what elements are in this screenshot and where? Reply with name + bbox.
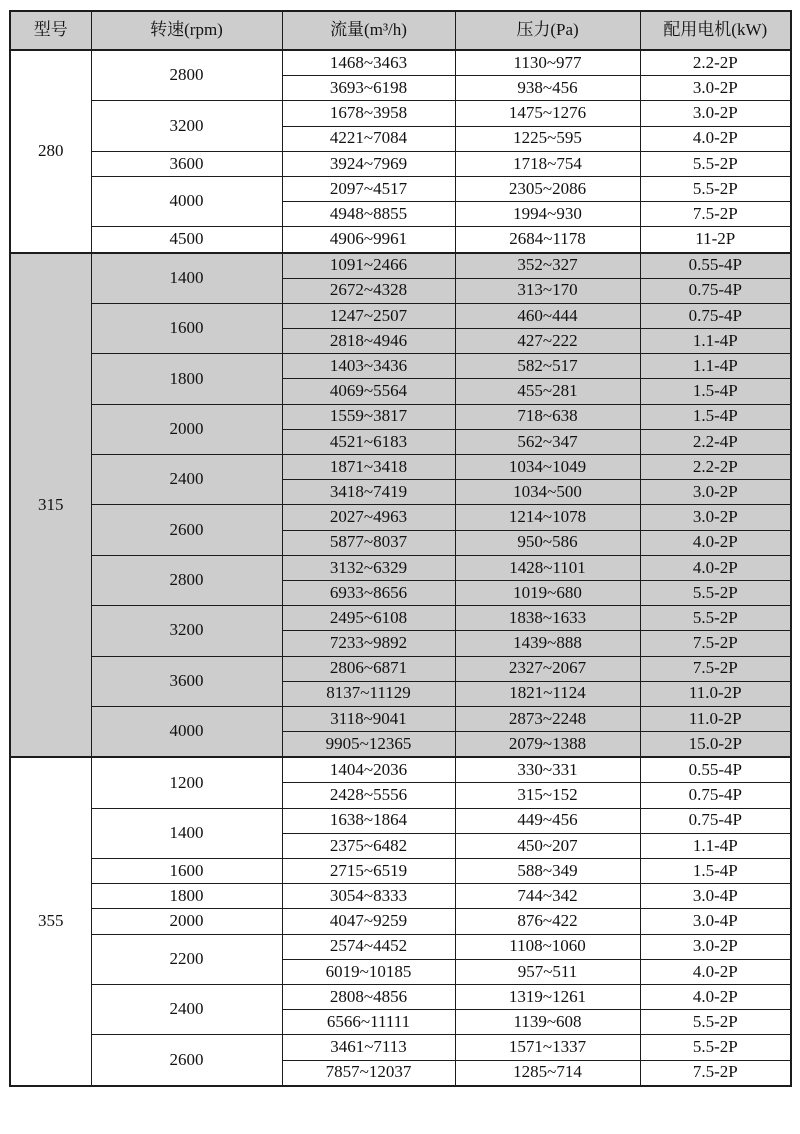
flow-cell: 2495~6108 (282, 606, 455, 631)
pressure-cell: 582~517 (455, 354, 640, 379)
flow-cell: 4948~8855 (282, 202, 455, 227)
flow-cell: 6019~10185 (282, 959, 455, 984)
pressure-cell: 449~456 (455, 808, 640, 833)
flow-cell: 3924~7969 (282, 151, 455, 176)
flow-cell: 4906~9961 (282, 227, 455, 253)
flow-cell: 3418~7419 (282, 480, 455, 505)
motor-cell: 0.55-4P (640, 253, 791, 279)
flow-cell: 1638~1864 (282, 808, 455, 833)
flow-cell: 3132~6329 (282, 555, 455, 580)
pressure-cell: 455~281 (455, 379, 640, 404)
rpm-cell: 4500 (91, 227, 282, 253)
pressure-cell: 718~638 (455, 404, 640, 429)
flow-cell: 4047~9259 (282, 909, 455, 934)
table-row (10, 909, 791, 934)
motor-cell: 2.2-2P (640, 50, 791, 76)
pressure-cell: 1821~1124 (455, 681, 640, 706)
pressure-cell: 460~444 (455, 303, 640, 328)
motor-cell: 5.5-2P (640, 1010, 791, 1035)
pressure-cell: 938~456 (455, 76, 640, 101)
rpm-cell: 3600 (91, 151, 282, 176)
motor-cell: 4.0-2P (640, 984, 791, 1009)
motor-cell: 4.0-2P (640, 555, 791, 580)
table-row (10, 455, 791, 480)
pressure-cell: 950~586 (455, 530, 640, 555)
pressure-cell: 1571~1337 (455, 1035, 640, 1060)
motor-cell: 1.1-4P (640, 329, 791, 354)
flow-cell: 1871~3418 (282, 455, 455, 480)
flow-cell: 1403~3436 (282, 354, 455, 379)
motor-cell: 7.5-2P (640, 631, 791, 656)
pressure-cell: 450~207 (455, 833, 640, 858)
rpm-cell: 1800 (91, 884, 282, 909)
flow-cell: 2715~6519 (282, 859, 455, 884)
motor-cell: 4.0-2P (640, 530, 791, 555)
motor-cell: 3.0-4P (640, 884, 791, 909)
flow-cell: 3118~9041 (282, 706, 455, 731)
model-cell: 355 (10, 757, 91, 1085)
header-rpm: 转速(rpm) (91, 11, 282, 50)
flow-cell: 3693~6198 (282, 76, 455, 101)
flow-cell: 2027~4963 (282, 505, 455, 530)
pressure-cell: 1108~1060 (455, 934, 640, 959)
flow-cell: 2672~4328 (282, 278, 455, 303)
flow-cell: 5877~8037 (282, 530, 455, 555)
table-row (10, 505, 791, 530)
pressure-cell: 352~327 (455, 253, 640, 279)
pressure-cell: 744~342 (455, 884, 640, 909)
table-row (10, 101, 791, 126)
pressure-cell: 2305~2086 (455, 176, 640, 201)
pressure-cell: 1139~608 (455, 1010, 640, 1035)
pressure-cell: 876~422 (455, 909, 640, 934)
table-row (10, 606, 791, 631)
pressure-cell: 1130~977 (455, 50, 640, 76)
pressure-cell: 1439~888 (455, 631, 640, 656)
motor-cell: 11-2P (640, 227, 791, 253)
pressure-cell: 427~222 (455, 329, 640, 354)
pressure-cell: 562~347 (455, 429, 640, 454)
table-row (10, 808, 791, 833)
motor-cell: 4.0-2P (640, 126, 791, 151)
rpm-cell: 2600 (91, 505, 282, 555)
table-row (10, 757, 791, 783)
pressure-cell: 1838~1633 (455, 606, 640, 631)
pressure-cell: 588~349 (455, 859, 640, 884)
flow-cell: 2574~4452 (282, 934, 455, 959)
motor-cell: 0.75-4P (640, 808, 791, 833)
flow-cell: 2428~5556 (282, 783, 455, 808)
rpm-cell: 1400 (91, 253, 282, 304)
motor-cell: 5.5-2P (640, 176, 791, 201)
flow-cell: 2806~6871 (282, 656, 455, 681)
flow-cell: 7233~9892 (282, 631, 455, 656)
flow-cell: 1247~2507 (282, 303, 455, 328)
flow-cell: 4221~7084 (282, 126, 455, 151)
motor-cell: 0.75-4P (640, 783, 791, 808)
rpm-cell: 2600 (91, 1035, 282, 1086)
flow-cell: 6566~11111 (282, 1010, 455, 1035)
rpm-cell: 1800 (91, 354, 282, 404)
table-header (10, 11, 791, 50)
table-row (10, 253, 791, 279)
motor-cell: 3.0-2P (640, 76, 791, 101)
table-row (10, 404, 791, 429)
flow-cell: 4521~6183 (282, 429, 455, 454)
rpm-cell: 1400 (91, 808, 282, 858)
rpm-cell: 3200 (91, 101, 282, 151)
flow-cell: 7857~12037 (282, 1060, 455, 1086)
motor-cell: 11.0-2P (640, 706, 791, 731)
flow-cell: 4069~5564 (282, 379, 455, 404)
flow-cell: 9905~12365 (282, 732, 455, 758)
table-row (10, 1035, 791, 1060)
rpm-cell: 2000 (91, 909, 282, 934)
rpm-cell: 3200 (91, 606, 282, 656)
pressure-cell: 1034~500 (455, 480, 640, 505)
table-row (10, 984, 791, 1009)
table-row (10, 50, 791, 76)
flow-cell: 1404~2036 (282, 757, 455, 783)
pressure-cell: 2684~1178 (455, 227, 640, 253)
rpm-cell: 2800 (91, 555, 282, 605)
motor-cell: 7.5-2P (640, 1060, 791, 1086)
rpm-cell: 4000 (91, 706, 282, 757)
pressure-cell: 1475~1276 (455, 101, 640, 126)
pressure-cell: 315~152 (455, 783, 640, 808)
flow-cell: 2097~4517 (282, 176, 455, 201)
table-row (10, 656, 791, 681)
rpm-cell: 2200 (91, 934, 282, 984)
table-row (10, 859, 791, 884)
motor-cell: 3.0-4P (640, 909, 791, 934)
motor-cell: 1.5-4P (640, 404, 791, 429)
pressure-cell: 1285~714 (455, 1060, 640, 1086)
motor-cell: 3.0-2P (640, 934, 791, 959)
motor-cell: 0.75-4P (640, 278, 791, 303)
motor-cell: 3.0-2P (640, 101, 791, 126)
motor-cell: 2.2-2P (640, 455, 791, 480)
pressure-cell: 1718~754 (455, 151, 640, 176)
pressure-cell: 1214~1078 (455, 505, 640, 530)
pressure-cell: 1994~930 (455, 202, 640, 227)
flow-cell: 3461~7113 (282, 1035, 455, 1060)
flow-cell: 2808~4856 (282, 984, 455, 1009)
motor-cell: 1.1-4P (640, 833, 791, 858)
pressure-cell: 1019~680 (455, 580, 640, 605)
pressure-cell: 1225~595 (455, 126, 640, 151)
pressure-cell: 1034~1049 (455, 455, 640, 480)
rpm-cell: 2400 (91, 455, 282, 505)
motor-cell: 5.5-2P (640, 1035, 791, 1060)
motor-cell: 1.5-4P (640, 859, 791, 884)
model-cell: 315 (10, 253, 91, 758)
flow-cell: 3054~8333 (282, 884, 455, 909)
flow-cell: 6933~8656 (282, 580, 455, 605)
header-pressure: 压力(Pa) (455, 11, 640, 50)
flow-cell: 1559~3817 (282, 404, 455, 429)
rpm-cell: 2400 (91, 984, 282, 1034)
flow-cell: 8137~11129 (282, 681, 455, 706)
fan-spec-table (9, 10, 792, 1087)
motor-cell: 11.0-2P (640, 681, 791, 706)
pressure-cell: 313~170 (455, 278, 640, 303)
table-row (10, 303, 791, 328)
motor-cell: 4.0-2P (640, 959, 791, 984)
table-row (10, 934, 791, 959)
flow-cell: 2818~4946 (282, 329, 455, 354)
motor-cell: 5.5-2P (640, 580, 791, 605)
table-row (10, 151, 791, 176)
header-motor: 配用电机(kW) (640, 11, 791, 50)
motor-cell: 1.5-4P (640, 379, 791, 404)
pressure-cell: 1319~1261 (455, 984, 640, 1009)
motor-cell: 7.5-2P (640, 656, 791, 681)
flow-cell: 1091~2466 (282, 253, 455, 279)
motor-cell: 15.0-2P (640, 732, 791, 758)
flow-cell: 2375~6482 (282, 833, 455, 858)
motor-cell: 3.0-2P (640, 505, 791, 530)
table-row (10, 354, 791, 379)
table-row (10, 884, 791, 909)
rpm-cell: 2800 (91, 50, 282, 101)
rpm-cell: 3600 (91, 656, 282, 706)
model-cell: 280 (10, 50, 91, 253)
motor-cell: 1.1-4P (640, 354, 791, 379)
motor-cell: 7.5-2P (640, 202, 791, 227)
pressure-cell: 1428~1101 (455, 555, 640, 580)
table-row (10, 706, 791, 731)
table-row (10, 227, 791, 253)
header-model: 型号 (10, 11, 91, 50)
rpm-cell: 1600 (91, 303, 282, 353)
table-row (10, 176, 791, 201)
table-row (10, 555, 791, 580)
spec-table-body (10, 50, 791, 1086)
pressure-cell: 2327~2067 (455, 656, 640, 681)
motor-cell: 0.55-4P (640, 757, 791, 783)
motor-cell: 2.2-4P (640, 429, 791, 454)
flow-cell: 1678~3958 (282, 101, 455, 126)
rpm-cell: 1200 (91, 757, 282, 808)
motor-cell: 0.75-4P (640, 303, 791, 328)
pressure-cell: 2079~1388 (455, 732, 640, 758)
rpm-cell: 1600 (91, 859, 282, 884)
pressure-cell: 957~511 (455, 959, 640, 984)
rpm-cell: 4000 (91, 176, 282, 226)
flow-cell: 1468~3463 (282, 50, 455, 76)
pressure-cell: 330~331 (455, 757, 640, 783)
pressure-cell: 2873~2248 (455, 706, 640, 731)
motor-cell: 5.5-2P (640, 151, 791, 176)
header-row (10, 11, 791, 50)
motor-cell: 5.5-2P (640, 606, 791, 631)
header-flow: 流量(m³/h) (282, 11, 455, 50)
motor-cell: 3.0-2P (640, 480, 791, 505)
rpm-cell: 2000 (91, 404, 282, 454)
